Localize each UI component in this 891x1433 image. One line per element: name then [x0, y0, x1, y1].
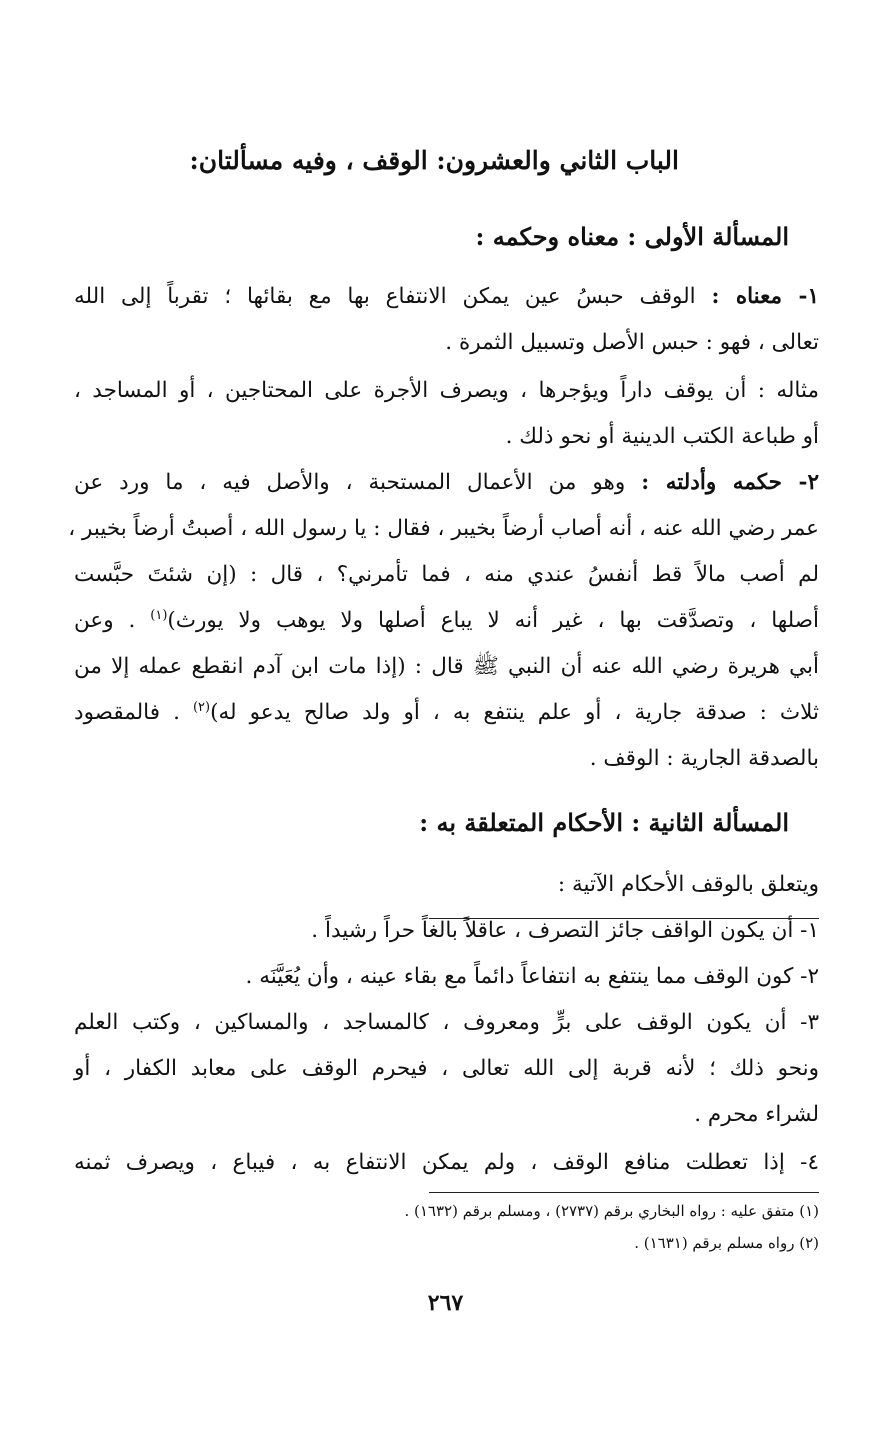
p2-line5: أبي هريرة رضي الله عنه أن النبي ﷺ قال : (إذا مات ابن آدم انقطع عمله إلا من [74, 654, 819, 679]
p2-text-1: وهو من الأعمال المستحبة ، والأصل فيه ، ما ورد عن [74, 470, 626, 495]
item-2: ٢- كون الوقف مما ينتفع به انتفاعاً دائماً مع بقاء عينه ، وأن يُعَيَّنَه . [245, 964, 819, 989]
footnote-ref-2[interactable]: (٢) [192, 700, 211, 715]
item-1: ١- أن يكون الواقف جائز التصرف ، عاقلاً بالغاً حراً رشيداً . [311, 918, 819, 943]
page-number: ٢٦٧ [427, 1290, 464, 1316]
item-3-line3: لشراء محرم . [694, 1102, 819, 1127]
p2-text-4-end: . وعن [74, 608, 136, 634]
footnote-ref-1[interactable]: (١) [150, 608, 168, 623]
item-4-line1: ٤- إذا تعطلت منافع الوقف ، ولم يمكن الانتفاع به ، فيباع ، ويصرف ثمنه [74, 1150, 819, 1175]
p2-text-4: أصلها ، وتصدَّقت بها ، غير أنه لا يباع أصلها ولا يوهب ولا يورث) [167, 608, 819, 634]
p2-label: ٢- حكمه وأدلته : [641, 470, 819, 495]
footnote-1: (١) متفق عليه : رواه البخاري برقم (٢٧٣٧) ، ومسلم برقم (١٦٣٢) . [404, 1202, 819, 1220]
p1-text-2: حبس الأصل وتسبيل الثمرة . [445, 330, 699, 355]
p1-label: ١- معناه : [711, 284, 819, 309]
p1-line2-label: تعالى ، فهو : [705, 330, 819, 355]
p1-text-1: الوقف حبسُ عين يمكن الانتفاع بها مع بقائها ؛ تقرباً إلى الله [74, 284, 696, 309]
p2-text-6: ثلاث : صدقة جارية ، أو علم ينتفع به ، أو ولد صالح يدعو له) [210, 700, 819, 726]
section1-p1-line1 [74, 284, 819, 310]
item-3-line1: ٣- أن يكون الوقف على برٍّ ومعروف ، كالمساجد ، والمساكين ، وكتب العلم [74, 1010, 819, 1035]
section1-heading: المسألة الأولى : معناه وحكمه : [475, 222, 789, 251]
footnote-2: (٢) رواه مسلم برقم (١٦٣١) . [634, 1234, 819, 1252]
p2-line2: عمر رضي الله عنه ، أنه أصاب أرضاً بخيبر ، فقال : يا رسول الله ، أصبتُ أرضاً بخيبر ، [68, 516, 819, 541]
p2-text-6-end: . فالمقصود [74, 700, 180, 726]
p2-line6 [74, 700, 819, 726]
p2-line4 [74, 608, 819, 634]
p2-line1 [74, 470, 819, 496]
p2-line7: بالصدقة الجارية : الوقف . [589, 746, 819, 771]
footnote-rule [429, 1192, 819, 1193]
chapter-title: الباب الثاني والعشرون: الوقف ، وفيه مسألتان: [189, 146, 679, 175]
example-line2: أو طباعة الكتب الدينية أو نحو ذلك . [505, 424, 819, 449]
p2-line3: لم أصب مالاً قط أنفسُ عندي منه ، فما تأمرني؟ ، قال : (إن شئتَ حبَّست [74, 562, 819, 587]
section2-intro: ويتعلق بالوقف الأحكام الآتية : [557, 872, 819, 897]
section1-p1-line2 [445, 330, 819, 356]
section2-heading: المسألة الثانية : الأحكام المتعلقة به : [419, 808, 789, 837]
example-line1: مثاله : أن يوقف داراً ويؤجرها ، ويصرف الأجرة على المحتاجين ، أو المساجد ، [74, 378, 819, 403]
item-3-line2: ونحو ذلك ؛ لأنه قربة إلى الله تعالى ، فيحرم الوقف على معابد الكفار ، أو [74, 1056, 819, 1081]
